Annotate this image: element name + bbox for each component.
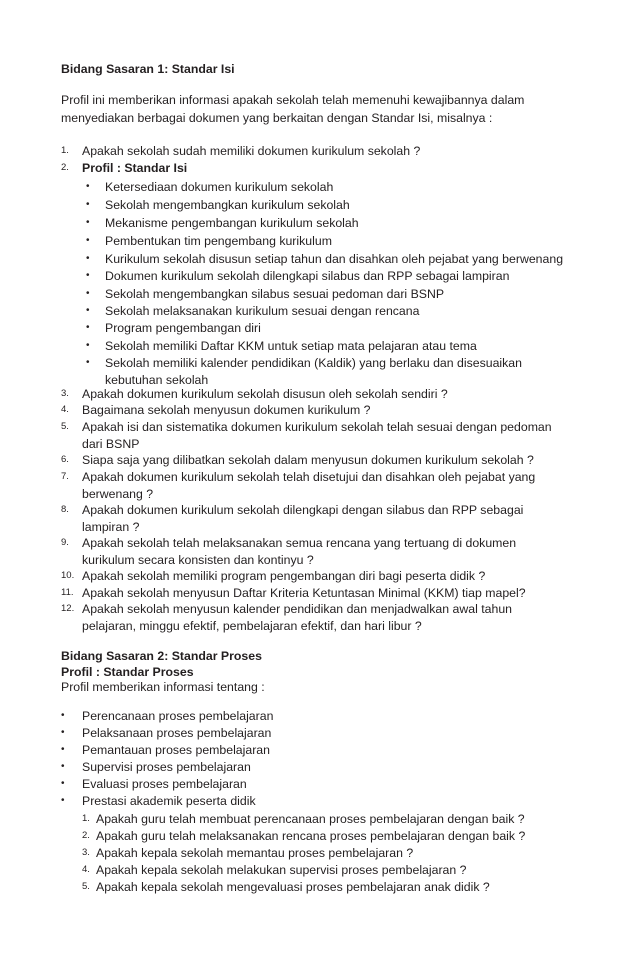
list-text: Apakah dokumen kurikulum sekolah telah disetujui dan disahkan oleh pejabat yang berwenang ?	[82, 470, 536, 501]
list-text: Program pengembangan diri	[105, 321, 261, 335]
bullet-icon: •	[61, 761, 65, 772]
bullet-icon: •	[86, 288, 90, 299]
list-text: Apakah isi dan sistematika dokumen kurikulum sekolah telah sesuai dengan pedoman dari BSNP	[82, 420, 552, 451]
list-text: Pembentukan tim pengembang kurikulum	[105, 234, 332, 248]
list-text: Ketersediaan dokumen kurikulum sekolah	[105, 180, 334, 194]
bullet-icon: •	[61, 710, 65, 721]
list-text: Supervisi proses pembelajaran	[82, 760, 251, 774]
bullet-icon: •	[86, 235, 90, 246]
list-number: 8.	[61, 504, 69, 515]
list-text: Dokumen kurikulum sekolah dilengkapi silabus dan RPP sebagai lampiran	[105, 269, 510, 283]
list-number: 1.	[82, 813, 90, 824]
list-text: Apakah kepala sekolah memantau proses pembelajaran ?	[96, 846, 414, 860]
section2-heading: Bidang Sasaran 2: Standar Proses	[61, 649, 262, 663]
list-text: Siapa saja yang dilibatkan sekolah dalam menyusun dokumen kurikulum sekolah ?	[82, 453, 534, 467]
list-text: Sekolah mengembangkan kurikulum sekolah	[105, 198, 350, 212]
section2-intro: Profil memberikan informasi tentang :	[61, 680, 265, 694]
list-number: 12.	[61, 603, 75, 614]
list-text: Perencanaan proses pembelajaran	[82, 709, 274, 723]
bullet-icon: •	[61, 778, 65, 789]
bullet-icon: •	[61, 744, 65, 755]
list-number: 1.	[61, 145, 69, 156]
bullet-icon: •	[86, 217, 90, 228]
list-text: Apakah kepala sekolah mengevaluasi proses pembelajaran anak didik ?	[96, 880, 490, 894]
bullet-icon: •	[61, 727, 65, 738]
section2-subheading: Profil : Standar Proses	[61, 665, 194, 679]
list-number: 2.	[82, 830, 90, 841]
list-text: Sekolah melaksanakan kurikulum sesuai dengan rencana	[105, 304, 420, 318]
list-number: 11.	[61, 587, 74, 598]
list-text: Apakah guru telah melaksanakan rencana proses pembelajaran dengan baik ?	[96, 829, 526, 843]
list-text: Apakah guru telah membuat perencanaan proses pembelajaran dengan baik ?	[96, 812, 525, 826]
bullet-icon: •	[86, 357, 90, 368]
section1-intro: Profil ini memberikan informasi apakah sekolah telah memenuhi kewajibannya dalam menyediakan berbagai dokumen yang berkaitan dengan Standar Isi, misalnya :	[61, 93, 525, 125]
bullet-icon: •	[86, 253, 90, 264]
list-number: 4.	[82, 864, 90, 875]
list-text: Apakah sekolah memiliki program pengembangan diri bagi peserta didik ?	[82, 569, 486, 583]
bullet-icon: •	[86, 340, 90, 351]
list-number: 5.	[82, 881, 90, 892]
list-text: Apakah sekolah menyusun Daftar Kriteria Ketuntasan Minimal (KKM) tiap mapel?	[82, 586, 526, 600]
list-text: Bagaimana sekolah menyusun dokumen kurikulum ?	[82, 403, 371, 417]
list-text: Apakah dokumen kurikulum sekolah dilengkapi dengan silabus dan RPP sebagai lampiran ?	[82, 503, 524, 534]
list-text: Apakah sekolah menyusun kalender pendidikan dan menjadwalkan awal tahun pelajaran, minggu efektif, pembelajaran efektif, dan hari libur ?	[82, 602, 513, 633]
list-number: 10.	[61, 570, 75, 581]
bullet-icon: •	[86, 305, 90, 316]
list-number: 5.	[61, 421, 69, 432]
list-text: Prestasi akademik peserta didik	[82, 794, 256, 808]
list-text: Sekolah memiliki kalender pendidikan (Kaldik) yang berlaku dan disesuaikan kebutuhan sekolah	[105, 356, 522, 387]
list-text: Profil : Standar Isi	[82, 161, 188, 175]
list-text: Pemantauan proses pembelajaran	[82, 743, 270, 757]
list-text: Evaluasi proses pembelajaran	[82, 777, 247, 791]
list-number: 7.	[61, 471, 69, 482]
list-number: 6.	[61, 454, 69, 465]
list-text: Apakah sekolah sudah memiliki dokumen kurikulum sekolah ?	[82, 144, 421, 158]
list-number: 9.	[61, 537, 69, 548]
bullet-icon: •	[86, 199, 90, 210]
list-text: Apakah kepala sekolah melakukan supervisi proses pembelajaran ?	[96, 863, 467, 877]
section1-heading: Bidang Sasaran 1: Standar Isi	[61, 62, 235, 76]
bullet-icon: •	[86, 270, 90, 281]
list-text: Sekolah memiliki Daftar KKM untuk setiap mata pelajaran atau tema	[105, 339, 477, 353]
list-text: Sekolah mengembangkan silabus sesuai pedoman dari BSNP	[105, 287, 445, 301]
list-number: 4.	[61, 404, 69, 415]
bullet-icon: •	[86, 181, 90, 192]
list-number: 3.	[82, 847, 90, 858]
bullet-icon: •	[61, 795, 65, 806]
list-text: Pelaksanaan proses pembelajaran	[82, 726, 272, 740]
list-text: Mekanisme pengembangan kurikulum sekolah	[105, 216, 359, 230]
list-text: Kurikulum sekolah disusun setiap tahun dan disahkan oleh pejabat yang berwenang	[105, 252, 564, 266]
list-text: Apakah dokumen kurikulum sekolah disusun oleh sekolah sendiri ?	[82, 387, 448, 401]
bullet-icon: •	[86, 322, 90, 333]
list-number: 2.	[61, 162, 69, 173]
list-text: Apakah sekolah telah melaksanakan semua rencana yang tertuang di dokumen kurikulum secara konsisten dan kontinyu ?	[82, 536, 517, 567]
list-number: 3.	[61, 388, 69, 399]
